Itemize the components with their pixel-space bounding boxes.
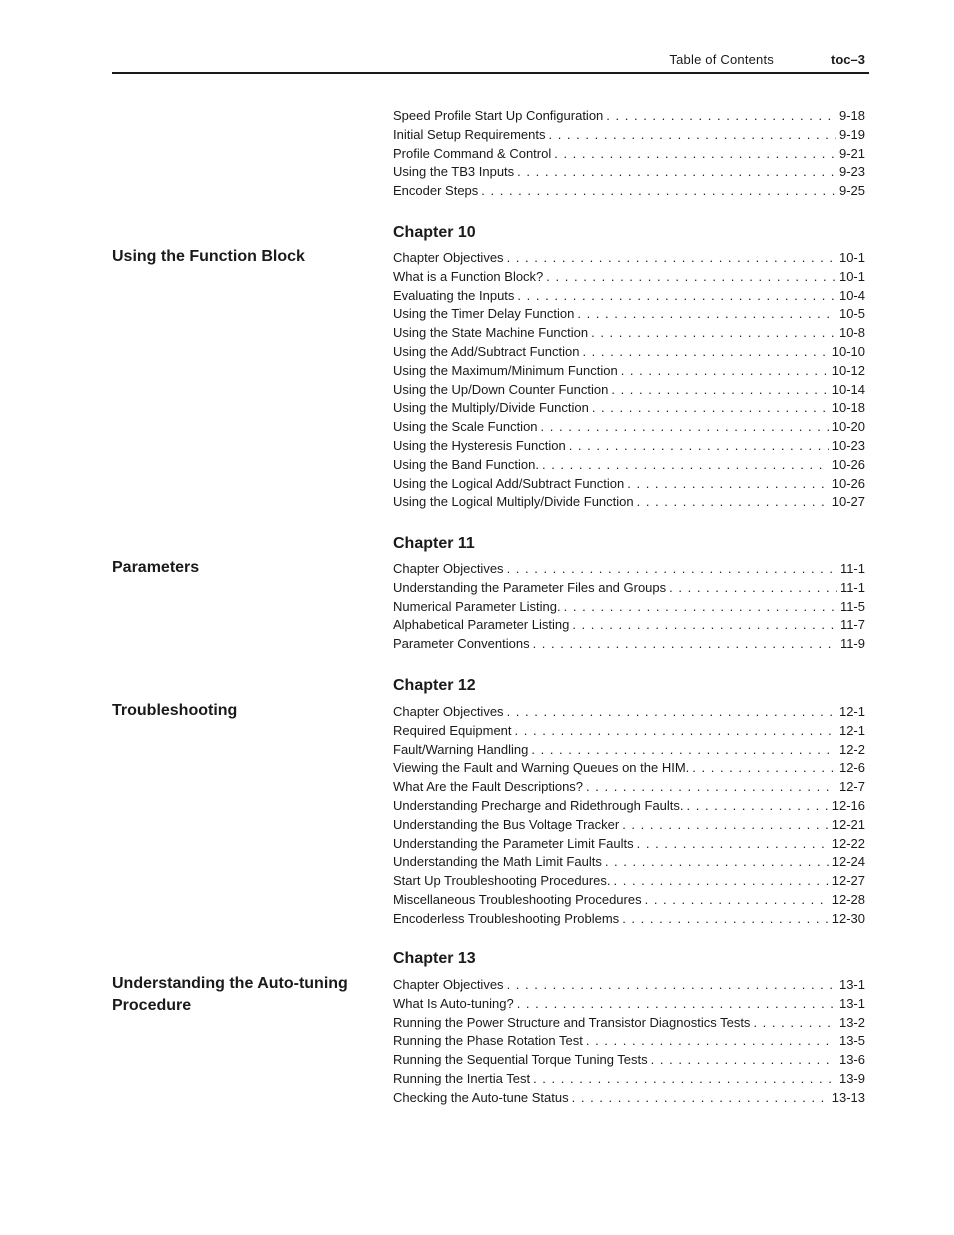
toc-entry-title: Alphabetical Parameter Listing [393, 617, 570, 633]
dot-leader [627, 475, 828, 494]
toc-entry-title: Checking the Auto-tune Status [393, 1089, 569, 1105]
dot-leader [507, 976, 836, 995]
toc-entry-title: Miscellaneous Troubleshooting Procedures [393, 891, 642, 907]
toc-entry-page: 10-23 [831, 437, 865, 453]
toc-entry-page: 10-1 [838, 250, 865, 265]
toc-entry[interactable] [393, 456, 865, 475]
toc-entry[interactable] [393, 598, 865, 617]
toc-entry-title: Parameter Conventions [393, 636, 530, 652]
toc-entry-page: 11-9 [839, 636, 865, 652]
toc-entry-title: Initial Setup Requirements [393, 126, 546, 142]
chapter-13-entries [393, 976, 865, 1108]
toc-entry-title: Chapter Objectives [393, 977, 504, 992]
toc-entry[interactable] [393, 722, 865, 741]
dot-leader [517, 995, 836, 1014]
toc-entry-title: Speed Profile Start Up Configuration [393, 108, 604, 123]
toc-entry-page: 12-6 [838, 760, 865, 776]
toc-entry-title: Chapter Objectives [393, 561, 504, 576]
toc-entry-page: 10-18 [831, 400, 865, 416]
dot-leader [586, 778, 836, 797]
toc-entry-page: 9-18 [838, 108, 865, 123]
toc-entry-title: Running the Sequential Torque Tuning Tests [393, 1052, 648, 1068]
toc-entry[interactable] [393, 1051, 865, 1070]
chapter-11-heading: Chapter 11 [393, 535, 475, 552]
toc-entry[interactable] [393, 853, 865, 872]
toc-entry[interactable] [393, 560, 865, 579]
continued-entries [393, 107, 865, 201]
chapter-10-heading: Chapter 10 [393, 224, 476, 241]
toc-entry-title: Viewing the Fault and Warning Queues on the HIM. [393, 760, 690, 776]
toc-entry-title: Running the Power Structure and Transistor Diagnostics Tests [393, 1014, 751, 1030]
toc-entry-page: 12-21 [831, 816, 865, 832]
toc-entry[interactable] [393, 475, 865, 494]
toc-entry[interactable] [393, 324, 865, 343]
dot-leader [621, 362, 829, 381]
toc-entry-title: Understanding the Parameter Limit Faults [393, 835, 634, 851]
dot-leader [572, 1089, 829, 1108]
toc-entry-page: 11-1 [839, 561, 865, 576]
toc-entry-page: 13-9 [838, 1070, 865, 1086]
dot-leader [591, 324, 836, 343]
dot-leader [577, 305, 836, 324]
dot-leader [622, 910, 829, 929]
toc-entry[interactable] [393, 872, 865, 891]
toc-entry[interactable] [393, 797, 865, 816]
dot-leader [546, 268, 836, 287]
toc-entry-title: Encoder Steps [393, 183, 479, 199]
toc-entry[interactable] [393, 182, 865, 201]
dot-leader [542, 456, 829, 475]
chapter-13-title: Understanding the Auto-tuning Procedure [112, 975, 348, 1014]
toc-entry-title: Running the Inertia Test [393, 1070, 531, 1086]
toc-entry[interactable] [393, 418, 865, 437]
toc-entry[interactable] [393, 399, 865, 418]
toc-entry-page: 12-16 [831, 797, 865, 813]
toc-entry[interactable] [393, 778, 865, 797]
toc-entry[interactable] [393, 835, 865, 854]
toc-entry-page: 13-2 [838, 1014, 865, 1030]
dot-leader [637, 493, 829, 512]
toc-entry[interactable] [393, 145, 865, 164]
toc-entry-page: 13-13 [831, 1089, 865, 1105]
toc-entry[interactable] [393, 635, 865, 654]
dot-leader [515, 722, 836, 741]
toc-entry[interactable] [393, 976, 865, 995]
toc-entry-page: 11-7 [839, 617, 865, 633]
toc-entry-page: 13-1 [838, 995, 865, 1011]
dot-leader [592, 399, 829, 418]
toc-entry-page: 13-6 [838, 1052, 865, 1068]
toc-entry[interactable] [393, 1070, 865, 1089]
dot-leader [569, 437, 829, 456]
dot-leader [645, 891, 829, 910]
dot-leader [637, 835, 829, 854]
toc-entry-page: 12-7 [838, 779, 865, 795]
toc-entry-page: 10-5 [838, 306, 865, 322]
toc-entry[interactable] [393, 381, 865, 400]
toc-entry[interactable] [393, 493, 865, 512]
dot-leader [606, 107, 836, 126]
toc-entry-title: Fault/Warning Handling [393, 741, 529, 757]
toc-entry-title: Start Up Troubleshooting Procedures. [393, 873, 611, 889]
dot-leader [541, 418, 829, 437]
toc-entry-page: 13-5 [838, 1033, 865, 1049]
dot-leader [687, 797, 829, 816]
dot-leader [669, 579, 837, 598]
toc-entry-page: 9-25 [838, 183, 865, 199]
toc-entry-title: Understanding the Bus Voltage Tracker [393, 816, 620, 832]
dot-leader [507, 703, 836, 722]
chapter-12-title: Troubleshooting [112, 702, 238, 719]
toc-entry-page: 10-27 [831, 494, 865, 510]
toc-entry[interactable] [393, 910, 865, 929]
toc-entry-title: Required Equipment [393, 722, 512, 738]
toc-entry[interactable] [393, 126, 865, 145]
toc-entry[interactable] [393, 305, 865, 324]
toc-entry-title: Understanding the Math Limit Faults [393, 854, 602, 870]
toc-entry-title: Using the Multiply/Divide Function [393, 400, 589, 416]
toc-entry-title: Using the Add/Subtract Function [393, 343, 580, 359]
dot-leader [517, 287, 836, 306]
toc-entry-page: 12-1 [838, 704, 865, 719]
dot-leader [533, 1070, 836, 1089]
toc-entry-page: 9-19 [838, 126, 865, 142]
dot-leader [481, 182, 836, 201]
toc-entry-title: Chapter Objectives [393, 704, 504, 719]
toc-entry[interactable] [393, 362, 865, 381]
dot-leader [548, 126, 835, 145]
toc-entry-page: 11-1 [839, 579, 865, 595]
dot-leader [605, 853, 829, 872]
toc-entry[interactable] [393, 343, 865, 362]
dot-leader [507, 249, 836, 268]
toc-entry[interactable] [393, 249, 865, 268]
toc-entry[interactable] [393, 1014, 865, 1033]
toc-entry-title: Understanding Precharge and Ridethrough Faults. [393, 797, 684, 813]
toc-entry[interactable] [393, 579, 865, 598]
toc-entry[interactable] [393, 995, 865, 1014]
dot-leader [533, 635, 837, 654]
toc-entry-page: 12-27 [831, 873, 865, 889]
chapter-10-title: Using the Function Block [112, 248, 305, 265]
toc-entry-title: What is a Function Block? [393, 268, 544, 284]
toc-entry-page: 12-1 [838, 722, 865, 738]
chapter-12-entries [393, 703, 865, 929]
toc-entry-title: Using the Scale Function [393, 419, 538, 435]
toc-entry-title: What Are the Fault Descriptions? [393, 779, 584, 795]
dot-leader [586, 1032, 836, 1051]
toc-entry[interactable] [393, 759, 865, 778]
toc-entry-page: 13-1 [838, 977, 865, 992]
dot-leader [507, 560, 837, 579]
toc-entry-title: What Is Auto-tuning? [393, 995, 514, 1011]
toc-entry-title: Understanding the Parameter Files and Groups [393, 579, 667, 595]
header-section-title: Table of Contents [669, 52, 774, 67]
toc-entry-page: 10-12 [831, 362, 865, 378]
toc-entry-page: 12-28 [831, 891, 865, 907]
toc-entry-page: 10-4 [838, 287, 865, 303]
toc-entry-title: Using the Hysteresis Function [393, 437, 566, 453]
chapter-10-entries [393, 249, 865, 512]
dot-leader [614, 872, 829, 891]
toc-entry-title: Using the Up/Down Counter Function [393, 381, 609, 397]
toc-entry[interactable] [393, 816, 865, 835]
toc-entry-page: 10-20 [831, 419, 865, 435]
toc-entry-page: 10-26 [831, 456, 865, 472]
toc-entry-title: Profile Command & Control [393, 145, 552, 161]
toc-entry-title: Encoderless Troubleshooting Problems [393, 910, 620, 926]
toc-entry[interactable] [393, 437, 865, 456]
dot-leader [564, 598, 837, 617]
toc-entry[interactable] [393, 703, 865, 722]
toc-entry-title: Using the Logical Multiply/Divide Function [393, 494, 634, 510]
toc-entry-page: 9-23 [838, 164, 865, 180]
toc-entry[interactable] [393, 1089, 865, 1108]
toc-entry-title: Using the Logical Add/Subtract Function [393, 475, 625, 491]
dot-leader [554, 145, 836, 164]
toc-entry-page: 12-30 [831, 910, 865, 926]
toc-entry-page: 12-24 [831, 854, 865, 870]
toc-entry-page: 10-8 [838, 325, 865, 341]
toc-entry-title: Chapter Objectives [393, 250, 504, 265]
toc-entry-title: Using the Timer Delay Function [393, 306, 575, 322]
toc-entry-page: 10-10 [831, 343, 865, 359]
dot-leader [611, 381, 828, 400]
dot-leader [572, 616, 837, 635]
toc-entry-title: Using the Band Function. [393, 456, 539, 472]
toc-entry[interactable] [393, 891, 865, 910]
toc-entry[interactable] [393, 1032, 865, 1051]
header-page-number: toc–3 [831, 52, 865, 67]
toc-entry-title: Running the Phase Rotation Test [393, 1033, 583, 1049]
toc-entry-page: 10-26 [831, 475, 865, 491]
toc-entry-title: Numerical Parameter Listing. [393, 598, 561, 614]
dot-leader [651, 1051, 836, 1070]
toc-entry-page: 12-22 [831, 835, 865, 851]
dot-leader [582, 343, 828, 362]
chapter-11-title: Parameters [112, 559, 200, 576]
toc-entry-page: 11-5 [839, 598, 865, 614]
toc-entry-title: Using the Maximum/Minimum Function [393, 362, 618, 378]
toc-entry[interactable] [393, 616, 865, 635]
dot-leader [517, 163, 836, 182]
page-header [112, 50, 869, 74]
toc-entry-page: 12-2 [838, 741, 865, 757]
chapter-12-heading: Chapter 12 [393, 677, 476, 694]
toc-entry-page: 10-14 [831, 381, 865, 397]
toc-entry[interactable] [393, 287, 865, 306]
toc-entry[interactable] [393, 268, 865, 287]
toc-entry-page: 9-21 [838, 145, 865, 161]
dot-leader [622, 816, 829, 835]
toc-entry[interactable] [393, 163, 865, 182]
toc-entry[interactable] [393, 741, 865, 760]
toc-entry-title: Evaluating the Inputs [393, 287, 515, 303]
chapter-11-entries [393, 560, 865, 654]
toc-entry-title: Using the TB3 Inputs [393, 164, 515, 180]
chapter-13-heading: Chapter 13 [393, 950, 476, 967]
toc-entry-title: Using the State Machine Function [393, 325, 589, 341]
dot-leader [692, 759, 836, 778]
dot-leader [531, 741, 836, 760]
toc-entry-page: 10-1 [838, 268, 865, 284]
dot-leader [753, 1014, 836, 1033]
toc-entry[interactable] [393, 107, 865, 126]
